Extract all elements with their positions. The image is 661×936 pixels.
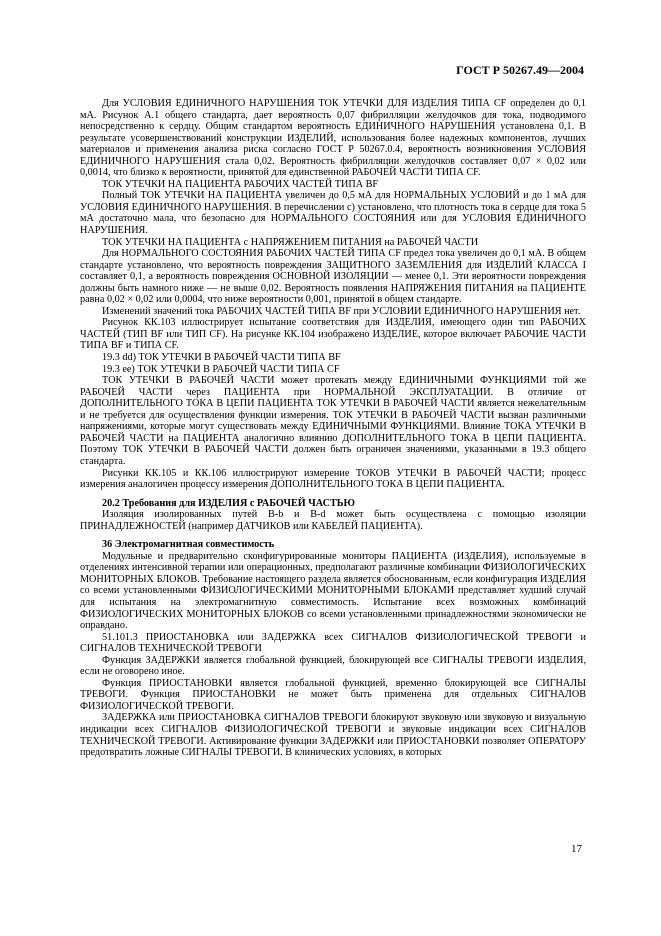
paragraph: Модульные и предварительно сконфигурированные мониторы ПАЦИЕНТА (ИЗДЕЛИЯ), используемые в отделениях интенсивной терапии или операционных, предполагают различные комбинации ФИЗИОЛОГИЧЕСКИХ МОНИТОРНЫХ БЛОКОВ. Требование настоящего раздела является обоснованным, если конфигурация ИЗДЕЛИЯ со всеми установленными ФИЗИОЛОГИЧЕСКИМИ МОНИТОРНЫМИ БЛОКАМИ представляет худший случай для испытания на электромагнитную совместимость. Испытание всех возможных комбинаций ФИЗИОЛОГИЧЕСКИХ МОНИТОРНЫХ БЛОКОВ со всеми установленными принадлежностями экономически не оправдано. bbox=[80, 550, 586, 632]
paragraph: Для УСЛОВИЯ ЕДИНИЧНОГО НАРУШЕНИЯ ТОК УТЕЧКИ ДЛЯ ИЗДЕЛИЯ ТИПА CF определен до 0,1 мА. Рисунок А.1 общего стандарта, дает вероятность 0,07 фибрилляции желудочков для тока, подводимого непосредственно к сердцу. Общим стандартом вероятность ЕДИНИЧНОГО НАРУШЕНИЯ установлена 0,1. В результате усовершенствований конструкции ИЗДЕЛИЙ, использования более надежных компонентов, лучших материалов и применения анализа риска согласно ГОСТ Р 50267.0.4, вероятность возникновения УСЛОВИЯ ЕДИНИЧНОГО НАРУШЕНИЯ стала 0,02. Вероятность фибрилляции желудочков составляет 0,07 × 0,02 или 0,0014, что близко к вероятности, принятой для единственной РАБОЧЕЙ ЧАСТИ ТИПА CF. bbox=[80, 98, 586, 179]
paragraph: ТОК УТЕЧКИ НА ПАЦИЕНТА РАБОЧИХ ЧАСТЕЙ ТИПА BF bbox=[102, 178, 379, 190]
page-number: 17 bbox=[571, 843, 582, 855]
paragraph: Полный ТОК УТЕЧКИ НА ПАЦИЕНТА увеличен до 0,5 мА для НОРМАЛЬНЫХ УСЛОВИЙ и до 1 мА для УСЛОВИЯ ЕДИНИЧНОГО НАРУШЕНИЯ. В перечислении с) установлено, что плотность тока в сердце для тока 5 мА достаточно мала, что безопасно для НОРМАЛЬНОГО СОСТОЯНИЯ или для УСЛОВИЯ ЕДИНИЧНОГО НАРУШЕНИЯ. bbox=[80, 190, 586, 237]
section-heading: 36 Электромагнитная совместимость bbox=[102, 539, 275, 551]
document-id-header: ГОСТ Р 50267.49—2004 bbox=[456, 63, 584, 77]
page-body bbox=[80, 98, 586, 759]
paragraph: 19.3 dd) ТОК УТЕЧКИ В РАБОЧЕЙ ЧАСТИ ТИПА BF bbox=[102, 352, 341, 364]
paragraph: Изменений значений тока РАБОЧИХ ЧАСТЕЙ ТИПА BF при УСЛОВИИ ЕДИНИЧНОГО НАРУШЕНИЯ нет. bbox=[102, 305, 581, 317]
paragraph: ТОК УТЕЧКИ НА ПАЦИЕНТА с НАПРЯЖЕНИЕМ ПИТАНИЯ на РАБОЧЕЙ ЧАСТИ bbox=[102, 236, 479, 248]
paragraph: ТОК УТЕЧКИ В РАБОЧЕЙ ЧАСТИ может протекать между ЕДИНИЧНЫМИ ФУНКЦИЯМИ той же РАБОЧЕЙ ЧАСТИ через ПАЦИЕНТА при НОРМАЛЬНОЙ ЭКСПЛУАТАЦИИ. В отличие от ДОПОЛНИТЕЛЬНОГО ТОКА В ЦЕПИ ПАЦИЕНТА ТОК УТЕЧКИ В РАБОЧЕЙ ЧАСТИ является нежелательным и не требуется для осуществления функции измерения. ТОК УТЕЧКИ В РАБОЧЕЙ ЧАСТИ вызван различными напряжениями, которые могут существовать между ЕДИНИЧНЫМИ ФУНКЦИЯМИ. Влияние ТОКА УТЕЧКИ В РАБОЧЕЙ ЧАСТИ на ПАЦИЕНТА аналогично влиянию ДОПОЛНИТЕЛЬНОГО ТОКА В ЦЕПИ ПАЦИЕНТА. Поэтому ТОК УТЕЧКИ В РАБОЧЕЙ ЧАСТИ должен быть ограничен значениями, указанными в 19.3 общего стандарта. bbox=[80, 375, 586, 467]
section-heading: 20.2 Требования для ИЗДЕЛИЯ с РАБОЧЕЙ ЧАСТЬЮ bbox=[102, 497, 355, 509]
paragraph: ЗАДЕРЖКА или ПРИОСТАНОВКА СИГНАЛОВ ТРЕВОГИ блокируют звуковую или звуковую и визуальную индикации всех СИГНАЛОВ ФИЗИОЛОГИЧЕСКОЙ ТРЕВОГИ и звуковые индикации всех СИГНАЛОВ ТЕХНИЧЕСКОЙ ТРЕВОГИ. Активирование функции ЗАДЕРЖКИ или ПРИОСТАНОВКИ позволяет ОПЕРАТОРУ предотвратить ложные СИГНАЛЫ ТРЕВОГИ. В клинических условиях, в которых bbox=[80, 712, 586, 759]
paragraph: Для НОРМАЛЬНОГО СОСТОЯНИЯ РАБОЧИХ ЧАСТЕЙ ТИПА CF предел тока увеличен до 0,1 мА. В общем стандарте установлено, что вероятность повреждения ЗАЩИТНОГО ЗАЗЕМЛЕНИЯ для ИЗДЕЛИЙ КЛАССА I составляет 0,1, а вероятность повреждения ОСНОВНОЙ ИЗОЛЯЦИИ — менее 0,1. Эти вероятности повреждения должны быть намного ниже — не выше 0,02. Вероятность появления НАПРЯЖЕНИЯ ПИТАНИЯ на ПАЦИЕНТЕ равна 0,02 × 0,02 или 0,0004, что ниже вероятности 0,001, принятой в общем стандарте. bbox=[80, 248, 586, 306]
paragraph: 19.3 ee) ТОК УТЕЧКИ В РАБОЧЕЙ ЧАСТИ ТИПА CF bbox=[102, 363, 340, 375]
paragraph: Рисунок КК.103 иллюстрирует испытание соответствия для ИЗДЕЛИЯ, имеющего один тип РАБОЧИХ ЧАСТЕЙ (ТИП BF или ТИП CF). На рисунке КК.104 изображено ИЗДЕЛИЕ, которое включает РАБОЧИЕ ЧАСТИ ТИПА BF и ТИПА CF. bbox=[80, 317, 586, 352]
paragraph: Функция ЗАДЕРЖКИ является глобальной функцией, блокирующей все СИГНАЛЫ ТРЕВОГИ ИЗДЕЛИЯ, если не оговорено иное. bbox=[80, 654, 586, 678]
paragraph: Рисунки КК.105 и КК.106 иллюстрируют измерение ТОКОВ УТЕЧКИ В РАБОЧЕЙ ЧАСТИ; процесс измерения аналогичен процессу измерения ДОПОЛНИТЕЛЬНОГО ТОКА В ЦЕПИ ПАЦИЕНТА. bbox=[80, 467, 586, 491]
paragraph: Функция ПРИОСТАНОВКИ является глобальной функцией, временно блокирующей все СИГНАЛЫ ТРЕВОГИ. Функция ПРИОСТАНОВКИ не может быть применена для отдельных СИГНАЛОВ ФИЗИОЛОГИЧЕСКОЙ ТРЕВОГИ. bbox=[80, 677, 586, 712]
paragraph: Изоляция изолированных путей B-b и B-d может быть осуществлена с помощью изоляции ПРИНАДЛЕЖНОСТЕЙ (например ДАТЧИКОВ или КАБЕЛЕЙ ПАЦИЕНТА). bbox=[80, 509, 586, 532]
paragraph: 51.101.3 ПРИОСТАНОВКА или ЗАДЕРЖКА всех СИГНАЛОВ ФИЗИОЛОГИЧЕСКОЙ ТРЕВОГИ и СИГНАЛОВ ТЕХНИЧЕСКОЙ ТРЕВОГИ bbox=[80, 631, 586, 655]
